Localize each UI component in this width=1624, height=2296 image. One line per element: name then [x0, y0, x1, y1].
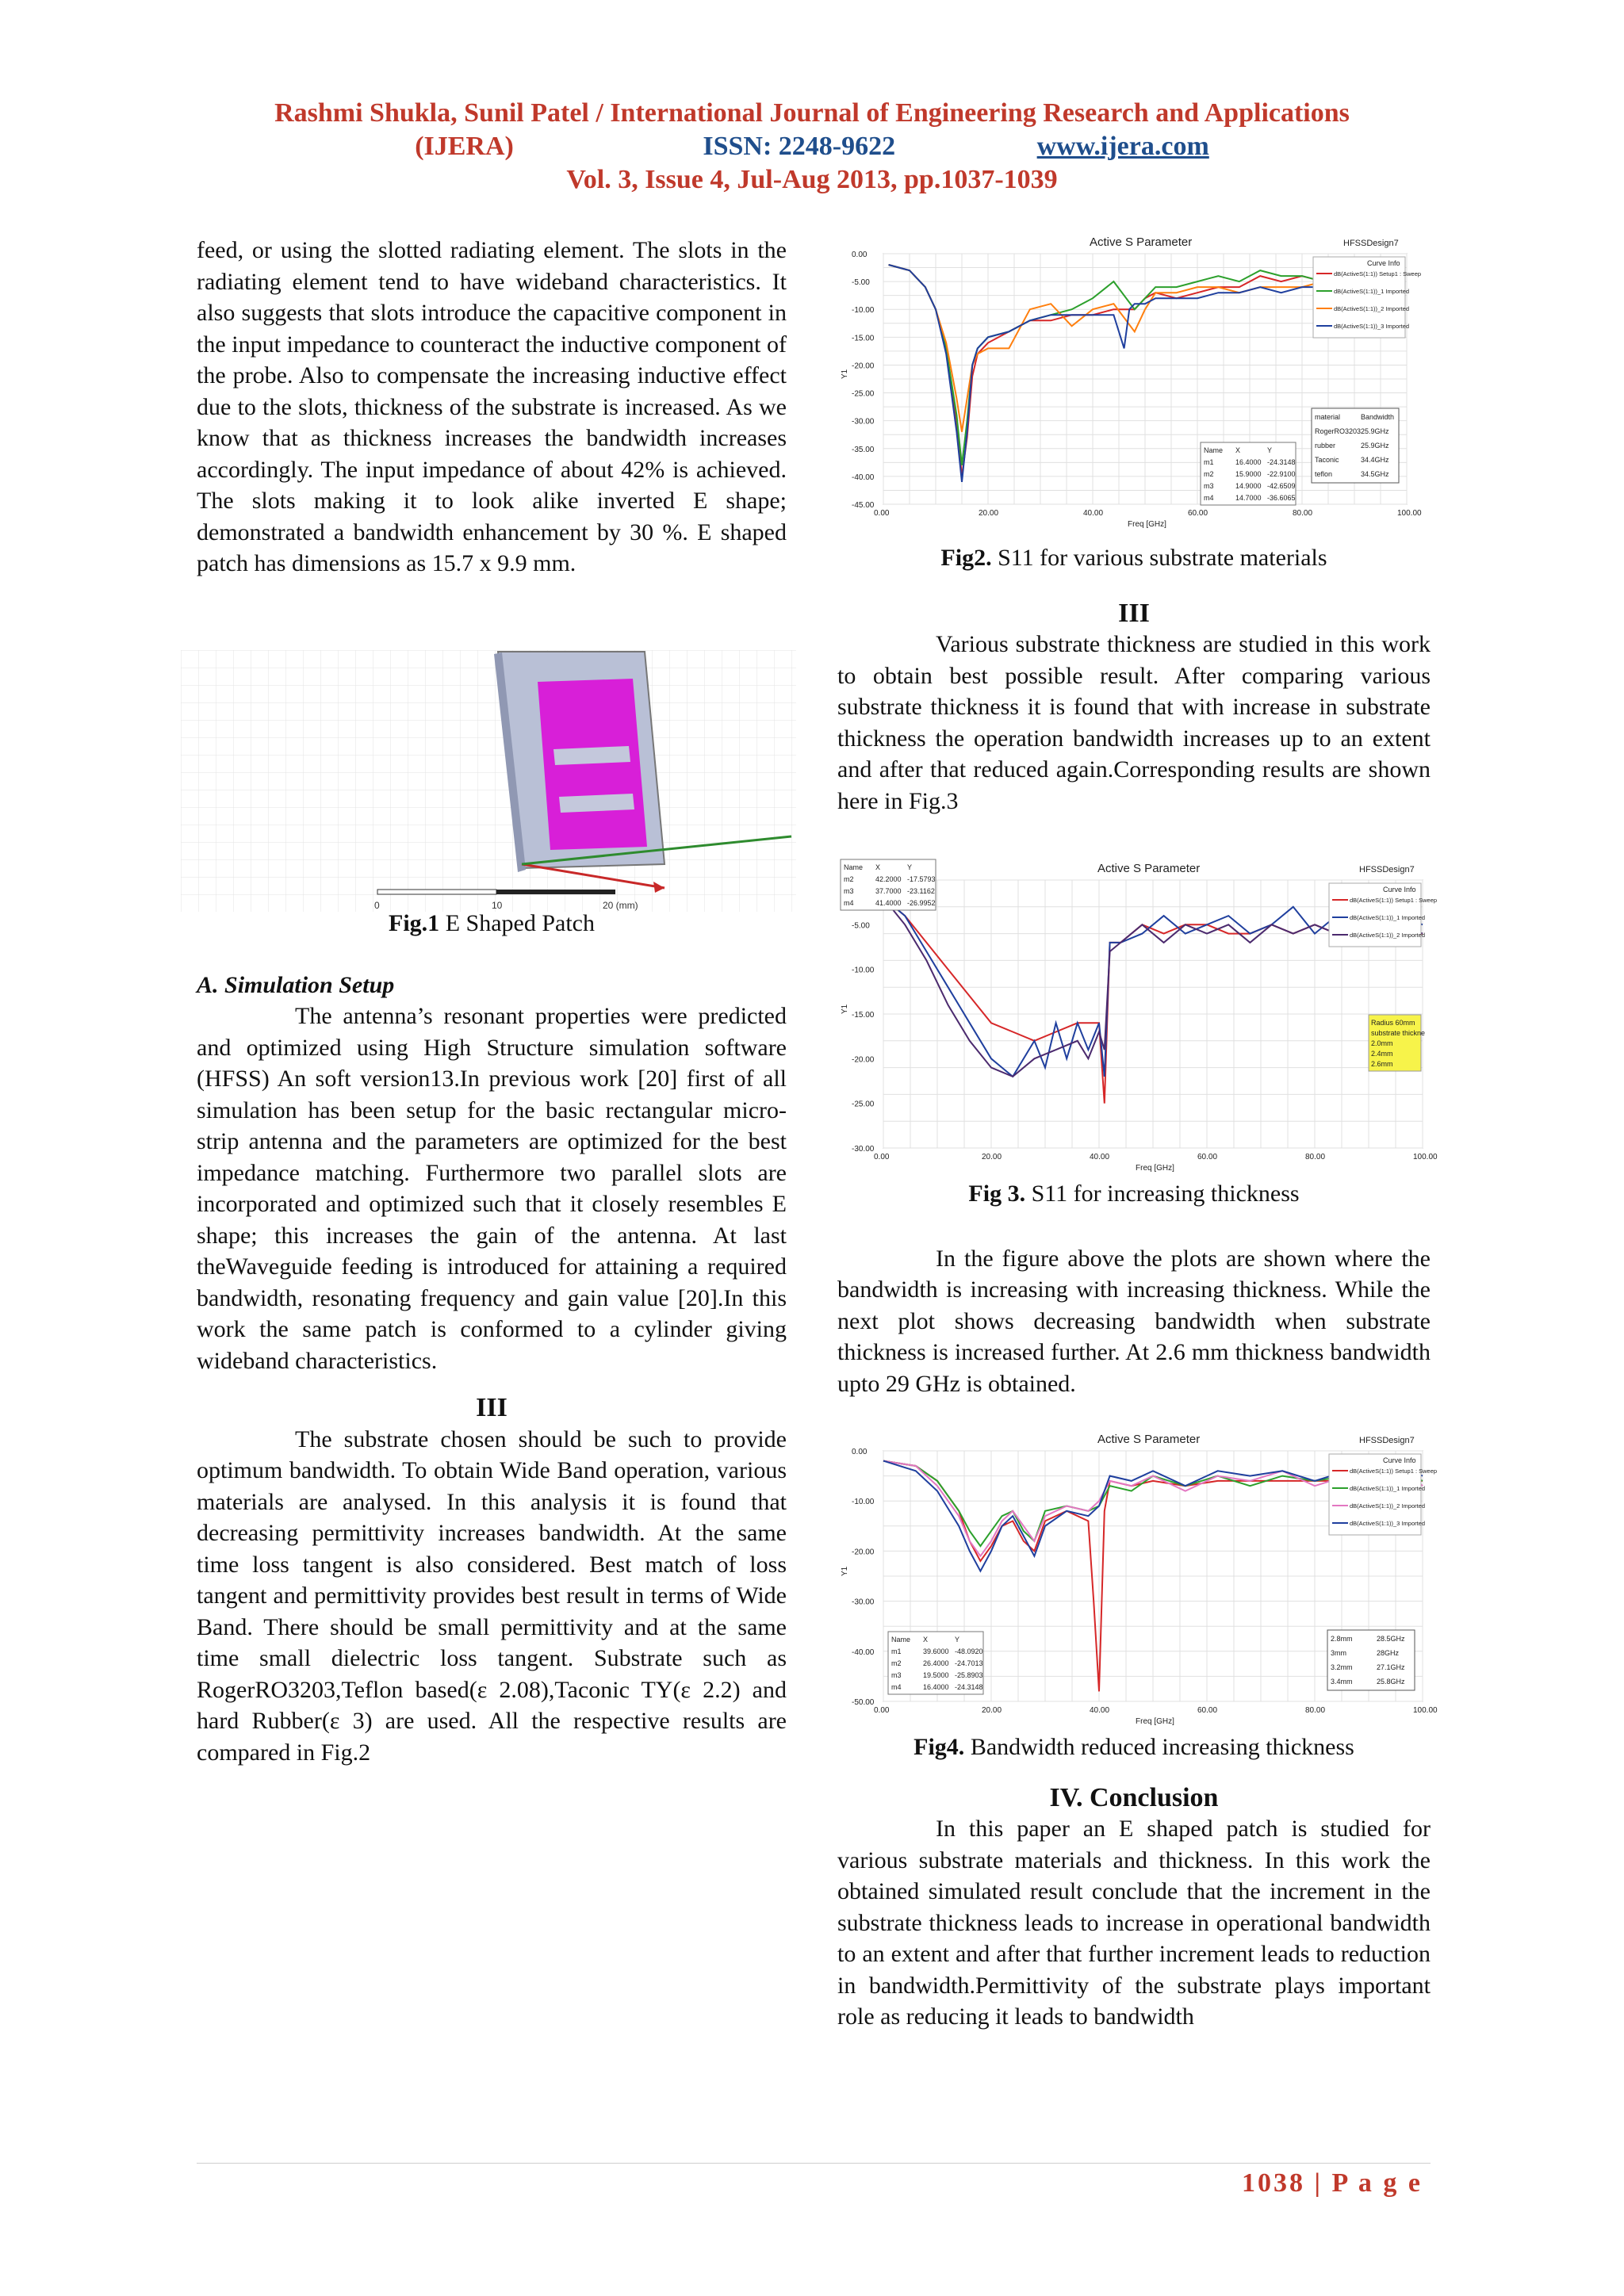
paragraph: The substrate chosen should be such to provide optimum bandwidth. To obtain Wide Band operation, various materials are analysed. In this analysis it is found that decreasing permittivity increases bandwidth. At the same time loss tangent is also considered. Best match of loss tangent and permittivity provides best result in terms of Wide Band. There should be small permittivity and at the same time small dielectric loss tangent. Substrate such as RogerRO3203,Teflon based(ε 2.08),Taconic TY(ε 2.2) and hard Rubber(ε 3) are used. All the respective results are compared in Fig.2 — [197, 1425, 787, 1766]
chart-title: Active S Parameter — [1097, 1433, 1201, 1446]
chart-title: Active S Parameter — [1090, 235, 1193, 249]
x-tick-label: 0.00 — [874, 509, 890, 518]
bandwidth-cell: 34.4GHz — [1361, 456, 1389, 464]
chart-s11-thickness — [837, 858, 1446, 1175]
bandwidth-cell: 25.9GHz — [1361, 427, 1389, 435]
y-tick-label: -15.00 — [852, 1011, 875, 1020]
x-tick-label: 80.00 — [1305, 1153, 1326, 1161]
chart-title: Active S Parameter — [1097, 862, 1201, 875]
y-tick-label: -30.00 — [852, 417, 875, 427]
annotation-text: substrate thickne — [1371, 1029, 1426, 1037]
marker-table-cell: -24.3148 — [955, 1683, 983, 1691]
scale-0: 0 — [374, 900, 380, 911]
legend-title: Curve Info — [1383, 1456, 1416, 1464]
fig-caption-text: S11 for increasing thickness — [1031, 1181, 1300, 1207]
x-tick-label: 20.00 — [982, 1153, 1002, 1161]
annotation-text: 2.0mm — [1371, 1039, 1393, 1047]
right-column-a — [837, 542, 1431, 817]
marker-table-cell: 39.6000 — [923, 1647, 949, 1655]
marker-table-cell: m3 — [891, 1671, 902, 1679]
marker-table-cell: Name — [1204, 446, 1224, 454]
bandwidth-cell: rubber — [1315, 442, 1336, 450]
x-axis-label: Freq [GHz] — [1136, 1164, 1174, 1173]
marker-table-cell: -26.9952 — [907, 899, 936, 907]
y-tick-label: -10.00 — [852, 1498, 875, 1507]
legend-entry: dB(ActiveS(1:1)) Setup1 : Sweep — [1350, 897, 1438, 904]
section-heading: III — [1118, 598, 1150, 628]
header-volume: Vol. 3, Issue 4, Jul-Aug 2013, pp.1037-1039 — [566, 165, 1058, 194]
fig-caption-text: E Shaped Patch — [445, 910, 595, 936]
marker-table-cell: X — [923, 1636, 929, 1644]
marker-table-cell: 15.9000 — [1235, 470, 1262, 478]
y-axis-label: Y1 — [841, 1004, 849, 1014]
marker-table-cell: -22.9100 — [1267, 470, 1296, 478]
marker-table-cell: 16.4000 — [923, 1683, 949, 1691]
figure-4-caption — [837, 1732, 1431, 1763]
legend-entry: dB(ActiveS(1:1))_3 Imported — [1350, 1520, 1426, 1527]
x-tick-label: 40.00 — [1090, 1706, 1110, 1715]
running-header — [0, 97, 1624, 197]
fig-label: Fig2. — [940, 545, 992, 571]
scale-10: 10 — [492, 900, 503, 911]
right-column-c — [837, 1732, 1431, 2033]
left-column — [197, 235, 787, 580]
annotation-box — [1369, 1015, 1425, 1071]
y-axis-label: Y1 — [841, 369, 849, 379]
annotation-text: 2.4mm — [1371, 1050, 1393, 1058]
y-tick-label: -40.00 — [852, 473, 875, 482]
bandwidth-cell: 3.4mm — [1331, 1678, 1353, 1686]
marker-table-cell: m4 — [891, 1683, 902, 1691]
marker-table-cell: -42.6509 — [1267, 482, 1296, 490]
x-tick-label: 100.00 — [1413, 1153, 1438, 1161]
paragraph: feed, or using the slotted radiating element. The slots in the radiating element tend to have wideband characteristics. It also suggests that slots introduce the capacitive component in the input impedance to counteract the inductive component of the probe. Also to compensate the increasing inductive effect due to the slots, thickness of the substrate is increased. As we know that as thickness increases the bandwidth increases accordingly. The input impedance of about 42% is achieved. The slots making it to look alike inverted E shape; demonstrated a bandwidth enhancement by 30 %. E shaped patch has dimensions as 15.7 x 9.9 mm. — [197, 237, 787, 576]
legend — [1329, 1454, 1437, 1535]
bandwidth-cell: 34.5GHz — [1361, 470, 1389, 478]
right-column-b — [837, 1178, 1431, 1399]
y-tick-label: -20.00 — [852, 1055, 875, 1065]
fig-caption-text: S11 for various substrate materials — [998, 545, 1327, 571]
marker-table-cell: 41.4000 — [875, 899, 902, 907]
legend — [1329, 883, 1437, 947]
design-name: HFSSDesign7 — [1359, 1436, 1415, 1445]
header-issn: ISSN: 2248-9622 — [703, 132, 896, 161]
e-shaped-patch — [538, 679, 647, 850]
x-tick-label: 40.00 — [1090, 1153, 1110, 1161]
bandwidth-cell: material — [1315, 413, 1341, 421]
figure-2-caption — [837, 542, 1431, 574]
marker-table-cell: -24.3148 — [1267, 458, 1296, 466]
chart-s11-materials — [837, 232, 1431, 541]
marker-table-cell: -17.5793 — [907, 875, 936, 883]
paragraph: In this paper an E shaped patch is studied for various substrate materials and thickness. In this work the obtained simulated result conclude that the increment in the substrate thickness leads to increase in operational bandwidth to an extent and after that further increment leads to reduction in bandwidth.Permittivity of the substrate plays important role as reducing it leads to bandwidth — [837, 1816, 1431, 2030]
x-tick-label: 60.00 — [1188, 509, 1208, 518]
header-url-link[interactable]: www.ijera.com — [1036, 132, 1209, 161]
marker-table-cell: Y — [955, 1636, 960, 1644]
bandwidth-cell: 3mm — [1331, 1649, 1346, 1657]
bandwidth-cell: 2.8mm — [1331, 1635, 1353, 1643]
bandwidth-cell: 27.1GHz — [1377, 1663, 1405, 1671]
annotation-text: 2.6mm — [1371, 1060, 1393, 1068]
y-tick-label: -5.00 — [852, 278, 870, 288]
marker-table-cell: 14.7000 — [1235, 494, 1262, 502]
legend-entry: dB(ActiveS(1:1))_3 Imported — [1334, 323, 1410, 330]
figure-3-caption — [837, 1178, 1431, 1210]
legend-title: Curve Info — [1383, 886, 1416, 894]
header-issn-line — [0, 130, 1624, 163]
figure-4-chart — [837, 1429, 1446, 1728]
footer-rule — [197, 2163, 1431, 2164]
marker-table-cell: m2 — [1204, 470, 1214, 478]
design-name: HFSSDesign7 — [1359, 865, 1415, 874]
section-heading: IV. Conclusion — [1049, 1782, 1219, 1812]
marker-table-cell: 26.4000 — [923, 1659, 949, 1667]
marker-table-cell: m1 — [891, 1647, 902, 1655]
design-name: HFSSDesign7 — [1343, 239, 1399, 248]
header-authors-journal: Rashmi Shukla, Sunil Patel / International Journal of Engineering Research and Applications — [274, 98, 1350, 128]
marker-table-cell: Y — [907, 863, 913, 871]
y-tick-label: 0.00 — [852, 1448, 868, 1456]
bandwidth-cell: 28GHz — [1377, 1649, 1400, 1657]
y-tick-label: -40.00 — [852, 1647, 875, 1657]
x-tick-label: 60.00 — [1197, 1706, 1218, 1715]
marker-table-cell: Name — [891, 1636, 911, 1644]
y-tick-label: -10.00 — [852, 966, 875, 975]
figure-1-caption — [197, 908, 787, 939]
fig-label: Fig4. — [914, 1734, 965, 1760]
figure-2-chart — [837, 232, 1431, 541]
marker-table-cell: Name — [844, 863, 864, 871]
x-tick-label: 100.00 — [1413, 1706, 1438, 1715]
left-column-lower — [197, 908, 787, 1768]
legend-entry: dB(ActiveS(1:1))_1 Imported — [1350, 914, 1426, 921]
figure-3-chart — [837, 858, 1446, 1175]
bandwidth-cell: 25.8GHz — [1377, 1678, 1405, 1686]
y-tick-label: -25.00 — [852, 389, 875, 399]
subsection-heading: A. Simulation Setup — [197, 971, 395, 998]
fig-caption-text: Bandwidth reduced increasing thickness — [970, 1734, 1354, 1760]
marker-table-cell: 14.9000 — [1235, 482, 1262, 490]
header-journal-abbr: (IJERA) — [415, 132, 514, 161]
y-tick-label: -50.00 — [852, 1698, 875, 1707]
marker-table — [888, 1632, 983, 1694]
marker-table — [841, 859, 936, 910]
x-tick-label: 20.00 — [979, 509, 999, 518]
annotation-text: Radius 60mm — [1371, 1019, 1415, 1027]
fig-label: Fig 3. — [968, 1181, 1026, 1207]
y-tick-label: -20.00 — [852, 1548, 875, 1557]
x-tick-label: 100.00 — [1397, 509, 1422, 518]
marker-table-cell: m2 — [844, 875, 854, 883]
paragraph: Various substrate thickness are studied in this work to obtain best possible result. After comparing various substrate thickness it is found that with increase in substrate thickness the operation bandwidth increases up to an extent and after that reduced again.Corresponding results are shown here in Fig.3 — [837, 631, 1431, 814]
legend-entry: dB(ActiveS(1:1))_2 Imported — [1334, 305, 1410, 312]
marker-table-cell: m3 — [844, 887, 854, 895]
legend-entry: dB(ActiveS(1:1))_1 Imported — [1350, 1485, 1426, 1492]
legend-entry: dB(ActiveS(1:1))_2 Imported — [1350, 1502, 1426, 1510]
marker-table-cell: -23.1162 — [907, 887, 935, 895]
paragraph: The antenna’s resonant properties were predicted and optimized using High Structure simulation software (HFSS) An soft version13.In previous work [20] first of all simulation has been setup for the basic rectangular micro-strip antenna and the parameters are optimized for the best impedance matching. Furthermore two parallel slots are incorporated and optimized such that it closely resembles E shape; this increases the gain of the antenna. At last theWaveguide feeding is introduced for attaining a required bandwidth, resonating frequency and gain value [20].In this work the same patch is conformed to a cylinder giving wideband characteristics. — [197, 1003, 787, 1374]
page-number: 1038 | P a g e — [1242, 2168, 1423, 2198]
marker-table-cell: 19.5000 — [923, 1671, 949, 1679]
marker-table-cell: Y — [1267, 446, 1273, 454]
figure-1-e-patch — [181, 650, 796, 912]
legend-entry: dB(ActiveS(1:1)) Setup1 : Sweep — [1350, 1468, 1438, 1475]
bandwidth-table — [1312, 408, 1399, 483]
y-tick-label: -30.00 — [852, 1598, 875, 1607]
bandwidth-table — [1327, 1630, 1415, 1690]
marker-table-cell: -25.8903 — [955, 1671, 983, 1679]
marker-table-cell: m2 — [891, 1659, 902, 1667]
y-tick-label: -25.00 — [852, 1100, 875, 1109]
y-tick-label: 0.00 — [852, 251, 868, 259]
marker-table-cell: m4 — [1204, 494, 1214, 502]
legend-entry: dB(ActiveS(1:1)) Setup1 : Sweep — [1334, 270, 1422, 277]
x-tick-label: 80.00 — [1293, 509, 1313, 518]
x-tick-label: 0.00 — [874, 1153, 890, 1161]
legend — [1313, 257, 1421, 338]
bandwidth-cell: 25.9GHz — [1361, 442, 1389, 450]
legend-entry: dB(ActiveS(1:1))_2 Imported — [1350, 932, 1426, 939]
y-tick-label: -45.00 — [852, 501, 875, 510]
marker-table-cell: -24.7013 — [955, 1659, 983, 1667]
bandwidth-cell: Taconic — [1315, 456, 1339, 464]
y-tick-label: -10.00 — [852, 306, 875, 316]
y-tick-label: -35.00 — [852, 445, 875, 454]
marker-table — [1201, 442, 1296, 505]
x-axis-label: Freq [GHz] — [1128, 520, 1166, 529]
x-tick-label: 0.00 — [874, 1706, 890, 1715]
x-tick-label: 60.00 — [1197, 1153, 1218, 1161]
e-patch-render — [181, 650, 796, 912]
bandwidth-cell: teflon — [1315, 470, 1333, 478]
legend-entry: dB(ActiveS(1:1))_1 Imported — [1334, 288, 1410, 295]
marker-table-cell: m4 — [844, 899, 854, 907]
marker-table-cell: X — [1235, 446, 1241, 454]
x-tick-label: 40.00 — [1083, 509, 1104, 518]
legend-title: Curve Info — [1367, 259, 1400, 267]
chart-bandwidth-reduced — [837, 1429, 1446, 1728]
bandwidth-cell: Bandwidth — [1361, 413, 1395, 421]
x-tick-label: 80.00 — [1305, 1706, 1326, 1715]
x-tick-label: 20.00 — [982, 1706, 1002, 1715]
marker-table-cell: -48.0920 — [955, 1647, 983, 1655]
marker-table-cell: m3 — [1204, 482, 1214, 490]
scale-20: 20 (mm) — [603, 900, 638, 911]
section-heading: III — [476, 1393, 508, 1422]
y-tick-label: -30.00 — [852, 1145, 875, 1154]
marker-table-cell: X — [875, 863, 881, 871]
bandwidth-cell: 3.2mm — [1331, 1663, 1353, 1671]
y-tick-label: -15.00 — [852, 334, 875, 343]
marker-table-cell: -36.6065 — [1267, 494, 1296, 502]
bandwidth-cell: 28.5GHz — [1377, 1635, 1405, 1643]
marker-table-cell: m1 — [1204, 458, 1214, 466]
fig-label: Fig.1 — [389, 910, 440, 936]
y-tick-label: -5.00 — [852, 921, 870, 931]
marker-table-cell: 42.2000 — [875, 875, 902, 883]
marker-table-cell: 37.7000 — [875, 887, 902, 895]
paragraph: In the figure above the plots are shown where the bandwidth is increasing with increasing thickness. While the next plot shows decreasing bandwidth when substrate thickness is increased further. At 2.6 mm thickness bandwidth upto 29 GHz is obtained. — [837, 1245, 1431, 1397]
y-tick-label: -20.00 — [852, 362, 875, 371]
y-axis-label: Y1 — [841, 1566, 849, 1576]
marker-table-cell: 16.4000 — [1235, 458, 1262, 466]
x-axis-label: Freq [GHz] — [1136, 1717, 1174, 1726]
bandwidth-cell: RogerRO3203 — [1315, 427, 1362, 435]
